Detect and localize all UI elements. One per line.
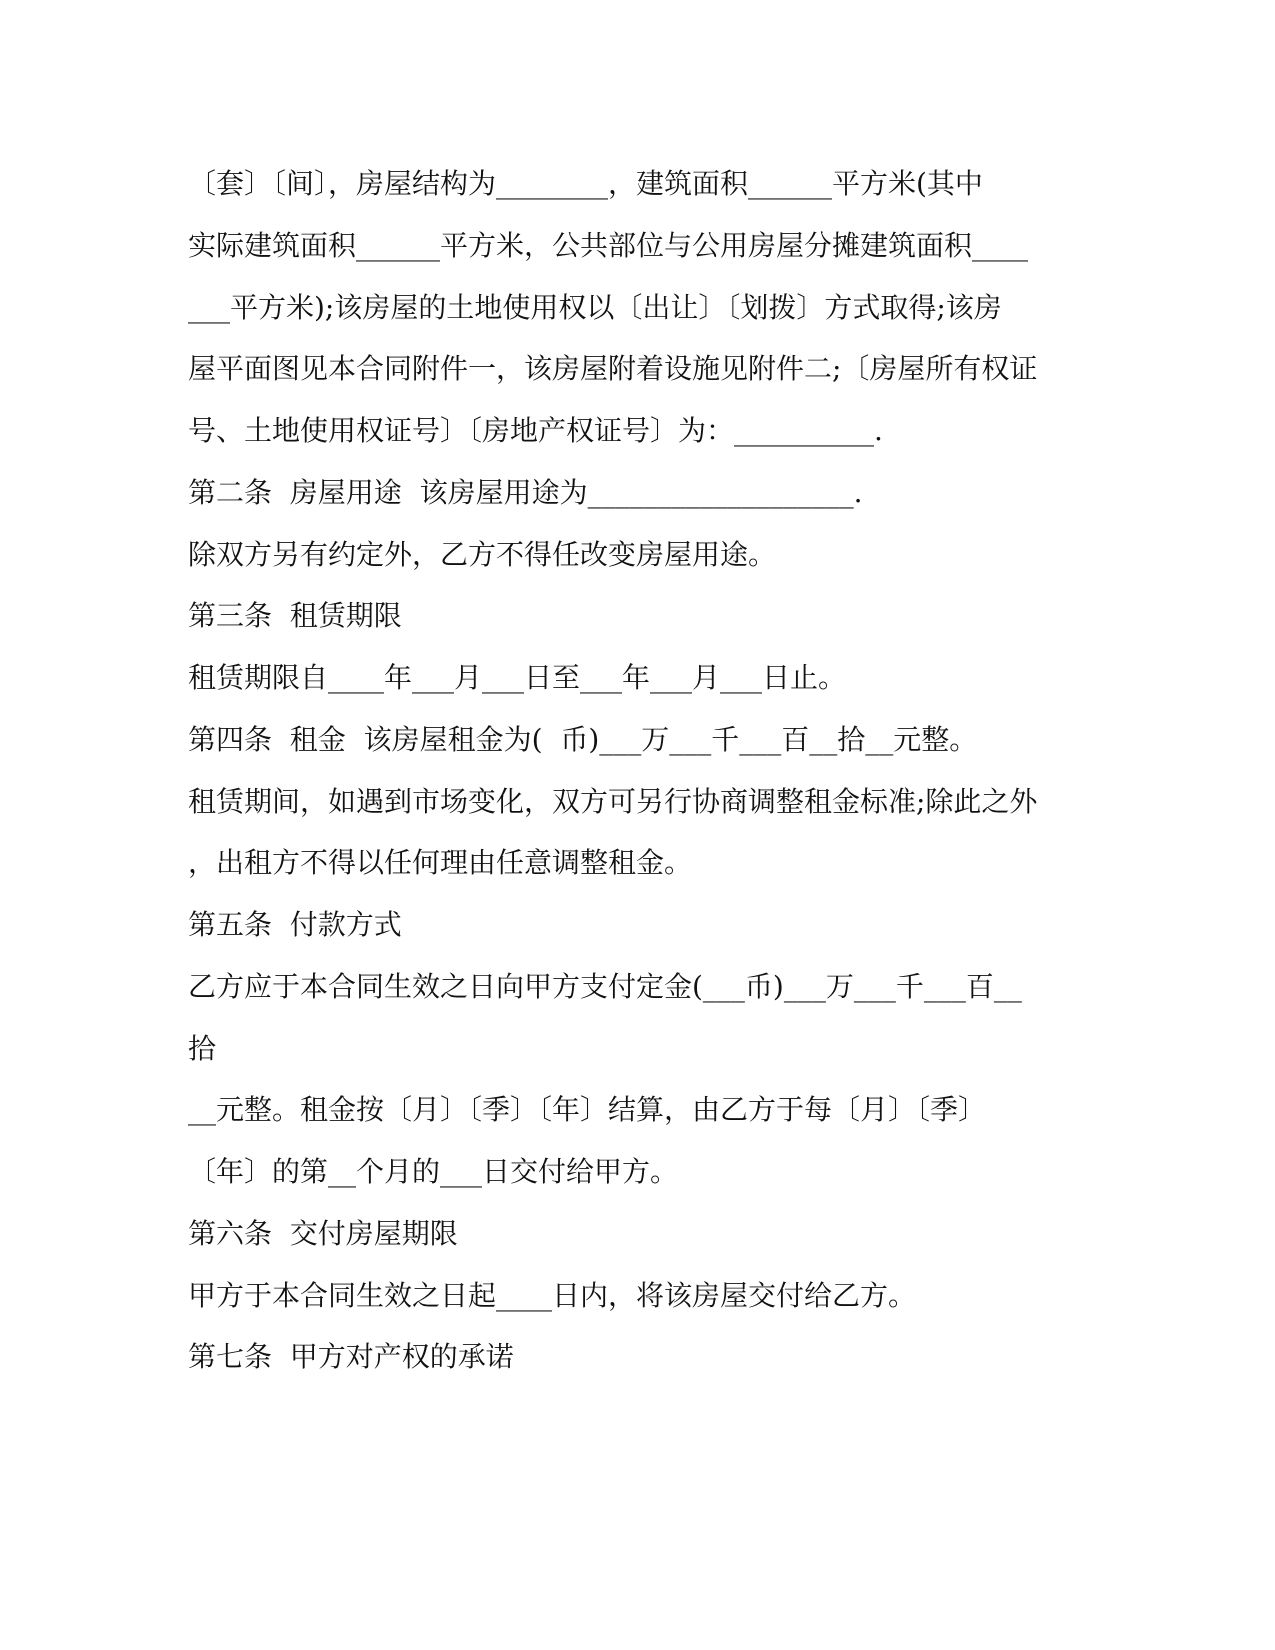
body-line: 租赁期限自____年___月___日至___年___月___日止。 — [188, 661, 847, 694]
article-heading: 第五条 付款方式 — [188, 908, 402, 941]
body-line: 实际建筑面积______平方米，公共部位与公用房屋分摊建筑面积____ — [188, 229, 1029, 262]
body-line: 租赁期间，如遇到市场变化，双方可另行协商调整租金标准;除此之外 — [188, 785, 1038, 818]
body-line: 屋平面图见本合同附件一，该房屋附着设施见附件二;〔房屋所有权证 — [188, 352, 1038, 385]
article-heading: 第七条 甲方对产权的承诺 — [188, 1340, 514, 1373]
body-line: ___平方米);该房屋的土地使用权以〔出让〕〔划拨〕方式取得;该房 — [188, 291, 1002, 324]
article-heading: 第三条 租赁期限 — [188, 599, 402, 632]
body-line: 甲方于本合同生效之日起____日内，将该房屋交付给乙方。 — [188, 1279, 917, 1312]
body-line: ，出租方不得以任何理由任意调整租金。 — [188, 846, 693, 879]
article-heading: 第四条 租金 该房屋租金为( 币)___万___千___百__拾__元整。 — [188, 723, 978, 756]
body-line: 〔年〕的第__个月的___日交付给甲方。 — [188, 1155, 679, 1188]
body-line: 乙方应于本合同生效之日向甲方支付定金(___币)___万___千___百__ — [188, 970, 1022, 1003]
article-heading: 第六条 交付房屋期限 — [188, 1217, 458, 1250]
body-line: 〔套〕〔间〕，房屋结构为________，建筑面积______平方米(其中 — [188, 167, 983, 200]
body-line: 除双方另有约定外，乙方不得任改变房屋用途。 — [188, 538, 777, 571]
body-line: __元整。租金按〔月〕〔季〕〔年〕结算，由乙方于每〔月〕〔季〕 — [188, 1093, 987, 1126]
article-heading: 第二条 房屋用途 该房屋用途为___________________. — [188, 476, 863, 509]
body-line: 号、土地使用权证号〕〔房地产权证号〕为：__________. — [188, 414, 883, 447]
body-line: 拾 — [188, 1032, 217, 1065]
